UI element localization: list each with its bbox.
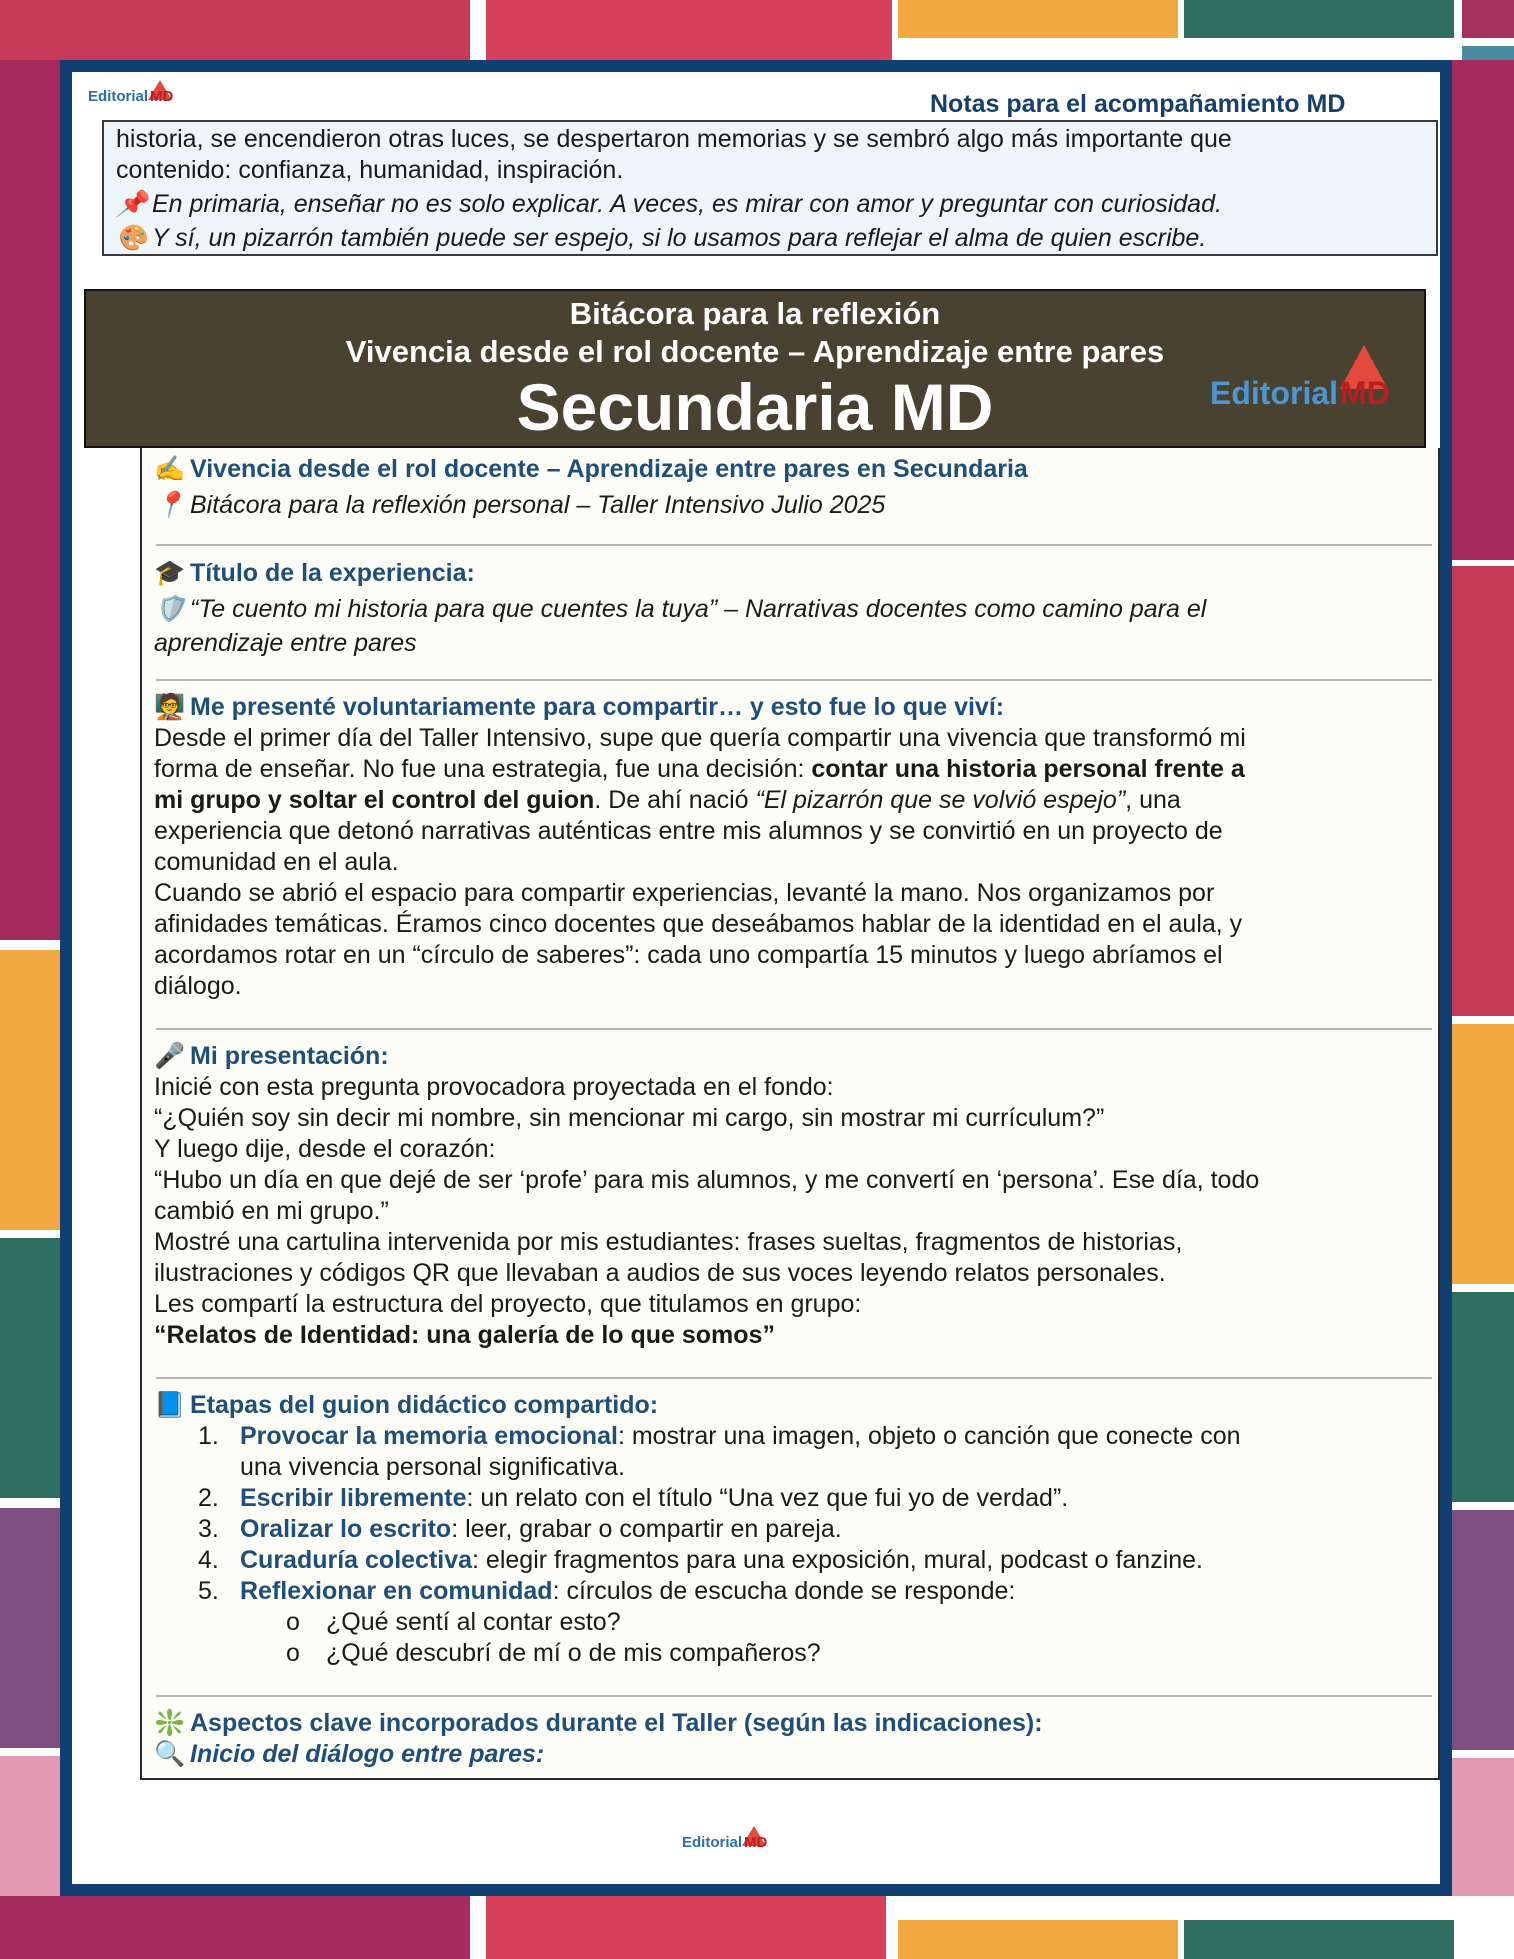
stage-item — [154, 1421, 1432, 1483]
stage-item — [154, 1576, 1432, 1607]
banner-title-3: Secundaria MD — [516, 370, 994, 444]
microphone-icon: 🎤 — [154, 1042, 186, 1070]
editorial-logo-banner: Editorial MD — [1210, 375, 1390, 412]
stage-rest: : leer, grabar o compartir en pareja. — [451, 1515, 842, 1543]
stage-text — [240, 1483, 1068, 1514]
stage-key: Reflexionar en comunidad — [240, 1577, 553, 1605]
stage-key: Provocar la memoria emocional — [240, 1422, 618, 1450]
editorial-logo-footer: Editorial MD — [682, 1834, 767, 1851]
notes-line-3: 📌 En primaria, enseñar no es solo explicar. A veces, es mirar con amor y preguntar con curiosidad. — [116, 186, 1424, 223]
stage-text — [240, 1421, 1241, 1483]
round-pushpin-icon: 📍 — [154, 491, 186, 519]
stage-rest-continued: una vivencia personal significativa. — [240, 1453, 625, 1481]
teacher-icon: 🧑‍🏫 — [154, 693, 186, 721]
stage-text — [240, 1545, 1203, 1576]
shield-icon: 🛡️ — [154, 595, 186, 623]
stage-key: Oralizar lo escrito — [240, 1515, 452, 1543]
section-presentacion: 🎤 Mi presentación: Inicié con esta pregunta provocadora proyectada en el fondo: “¿Quién soy sin decir mi nombre, sin mencionar mi cargo, sin mostrar mi currículum?” Y luego dije, desde el corazón: “Hubo un día en que dejé de ser ‘profe’ para mis alumnos, y me convertí en ‘persona’. Ese día, todo cambió en mi grupo.” Mostré una cartulina intervenida por mis estudiantes: frases sueltas, fragmentos de historias, ilustraciones y códigos QR que llevaban a audios de sus voces leyendo relatos personales. Les compartí la estructura del proyecto, que titulamos en grupo: “Relatos de Identidad: una galería de lo que somos” — [154, 1042, 1260, 1349]
reflection-questions-list — [154, 1607, 1432, 1669]
reflection-content — [140, 448, 1440, 1780]
stage-rest: : mostrar una imagen, objeto o canción que conecte con — [617, 1422, 1241, 1450]
section-intro: ✍️ Vivencia desde el rol docente – Aprendizaje entre pares en Secundaria 📍 Bitácora para la reflexión personal – Taller Intensivo Julio 2025 — [154, 455, 1028, 519]
notes-line-2: contenido: confianza, humanidad, inspiración. — [116, 156, 624, 184]
divider — [156, 679, 1432, 681]
stage-rest: : círculos de escucha donde se responde: — [552, 1577, 1016, 1605]
section-etapas: 📘 Etapas del guion didáctico compartido: 1. Provocar la memoria emocional: mostrar una imagen, objeto o canción que conecte con una vivencia personal significativa. 2. Escribir libremente: un relato con el título “Una vez que fui yo de verdad”. 3. Oralizar lo escrito: leer, grabar o compartir en pareja. 4. Curaduría colectiva: elegir fragmentos para una exposición, mural, podcast o fanzine. 5. Reflexionar en comunidad: círculos de escucha donde se responde: o ¿Qué sentí al contar esto? o ¿Qué descubrí de mí o de mis compañeros? — [154, 1390, 1432, 1669]
stage-text — [240, 1514, 842, 1545]
section-presente: 🧑‍🏫 Me presenté voluntariamente para compartir… y esto fue lo que viví: Desde el primer día del Taller Intensivo, supe que quería compartir una vivencia que transformó mi forma de enseñar. No fue una estrategia, fue una decisión: contar una historia personal frente a mi grupo y soltar el control del guion. De ahí nació “El pizarrón que se volvió espejo”, una experiencia que detonó narrativas auténticas entre mis alumnos y se convirtió en un proyecto de comunidad en el aula. Cuando se abrió el espacio para compartir experiencias, levanté la mano. Nos organizamos por afinidades temáticas. Éramos cinco docentes que deseábamos hablar de la identidad en el aula, y acordamos rotar en un “círculo de saberes”: cada uno compartía 15 minutos y luego abríamos el diálogo. — [154, 693, 1246, 1000]
md-logo-mark: MD — [744, 1834, 767, 1851]
notes-line-1: historia, se encendieron otras luces, se despertaron memorias y se sembró algo más importante que — [116, 125, 1232, 153]
divider — [156, 1028, 1432, 1030]
writing-hand-icon: ✍️ — [154, 455, 186, 483]
title-banner — [84, 289, 1426, 448]
divider — [156, 1695, 1432, 1697]
stage-key: Curaduría colectiva — [240, 1546, 473, 1574]
stage-text — [240, 1576, 1015, 1607]
notes-box — [102, 120, 1438, 256]
stage-rest: : un relato con el título “Una vez que fui yo de verdad”. — [466, 1484, 1069, 1512]
stage-number: 1. — [198, 1422, 219, 1450]
notes-line-4: 🎨 Y sí, un pizarrón también puede ser espejo, si lo usamos para reflejar el alma de quien escribe. — [116, 220, 1424, 257]
stage-number: 5. — [198, 1577, 219, 1605]
stages-list — [154, 1421, 1432, 1607]
stage-item — [154, 1545, 1432, 1576]
stage-key: Escribir libremente — [240, 1484, 467, 1512]
blue-book-icon: 📘 — [154, 1391, 186, 1419]
stage-item — [154, 1514, 1432, 1545]
notes-title: Notas para el acompañamiento MD — [930, 90, 1346, 118]
banner-title-1: Bitácora para la reflexión — [569, 296, 941, 331]
stage-item — [154, 1483, 1432, 1514]
editorial-logo-top: Editorial MD — [88, 88, 173, 105]
banner-title-2: Vivencia desde el rol docente – Aprendizaje entre pares — [345, 334, 1165, 369]
divider — [156, 1377, 1432, 1379]
md-logo-mark: MD — [1340, 375, 1390, 412]
reflection-question: o ¿Qué sentí al contar esto? — [286, 1607, 1432, 1638]
md-logo-mark: MD — [150, 88, 173, 105]
clover-icon: ❇️ — [154, 1709, 186, 1737]
reflection-question: o ¿Qué descubrí de mí o de mis compañeros? — [286, 1638, 1432, 1669]
graduation-cap-icon: 🎓 — [154, 559, 186, 587]
stage-number: 3. — [198, 1515, 219, 1543]
stage-rest: : elegir fragmentos para una exposición, mural, podcast o fanzine. — [472, 1546, 1204, 1574]
divider — [156, 544, 1432, 546]
magnifier-icon: 🔍 — [154, 1740, 186, 1768]
stage-number: 4. — [198, 1546, 219, 1574]
stage-number: 2. — [198, 1484, 219, 1512]
palette-icon: 🎨 — [116, 224, 148, 252]
section-titulo: 🎓 Título de la experiencia: 🛡️ “Te cuento mi historia para que cuentes la tuya” – Narrativas docentes como camino para el aprendizaje entre pares — [154, 559, 1207, 657]
section-aspectos: ❇️ Aspectos clave incorporados durante el Taller (según las indicaciones): 🔍 Inicio del diálogo entre pares: — [154, 1709, 1043, 1768]
pushpin-icon: 📌 — [116, 190, 148, 218]
